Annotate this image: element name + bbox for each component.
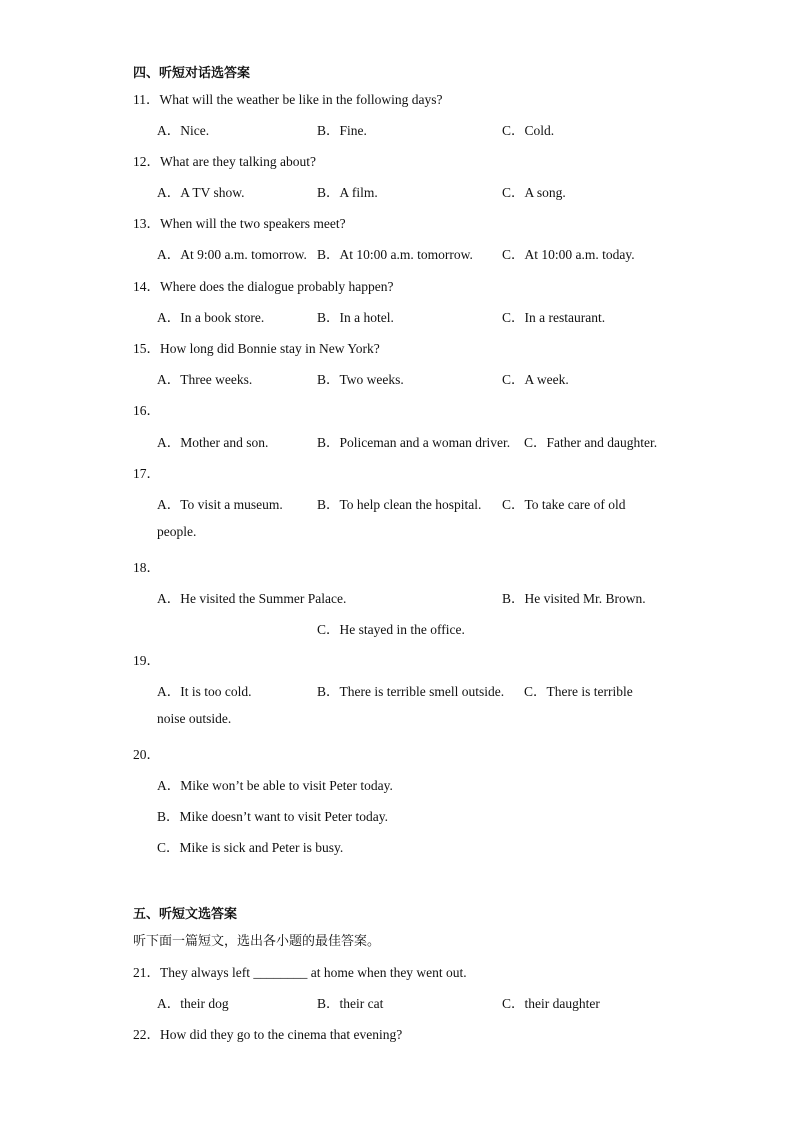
- question-11-option-b[interactable]: B．Fine.: [317, 123, 367, 138]
- question-19-option-c-continued: noise outside.: [157, 711, 232, 726]
- question-16-option-b[interactable]: B．Policeman and a woman driver.: [317, 435, 511, 450]
- question-17-option-b[interactable]: B．To help clean the hospital.: [317, 497, 482, 512]
- question-14-option-a[interactable]: A．In a book store.: [157, 310, 265, 325]
- question-13-option-a[interactable]: A．At 9:00 a.m. tomorrow.: [157, 247, 307, 262]
- question-15-option-c[interactable]: C．A week.: [502, 372, 569, 387]
- question-13-option-c[interactable]: C．At 10:00 a.m. today.: [502, 247, 635, 262]
- question-15-option-b[interactable]: B．Two weeks.: [317, 372, 404, 387]
- question-21-option-a[interactable]: A．their dog: [157, 996, 229, 1011]
- question-17-option-c-continued: people.: [157, 524, 197, 539]
- question-11-stem: 11．What will the weather be like in the following days?: [133, 92, 443, 107]
- question-18-option-b[interactable]: B．He visited Mr. Brown.: [502, 591, 646, 606]
- question-17-option-a[interactable]: A．To visit a museum.: [157, 497, 283, 512]
- question-20-option-b[interactable]: B．Mike doesn’t want to visit Peter today.: [157, 809, 388, 824]
- question-13-stem: 13．When will the two speakers meet?: [133, 216, 346, 231]
- question-16-option-a[interactable]: A．Mother and son.: [157, 435, 269, 450]
- question-19-option-b[interactable]: B．There is terrible smell outside.: [317, 684, 505, 699]
- question-15-stem: 15．How long did Bonnie stay in New York?: [133, 341, 380, 356]
- question-14-option-c[interactable]: C．In a restaurant.: [502, 310, 606, 325]
- question-17-option-c[interactable]: C．To take care of old: [502, 497, 626, 512]
- question-21-option-c[interactable]: C．their daughter: [502, 996, 600, 1011]
- question-11-option-c[interactable]: C．Cold.: [502, 123, 555, 138]
- question-18-option-a[interactable]: A．He visited the Summer Palace.: [157, 591, 347, 606]
- question-17-stem: 17．: [133, 466, 160, 481]
- question-19-option-a[interactable]: A．It is too cold.: [157, 684, 252, 699]
- question-11-option-a[interactable]: A．Nice.: [157, 123, 210, 138]
- section-4-title: 四、听短对话选答案: [133, 66, 251, 81]
- question-20-stem: 20．: [133, 747, 160, 762]
- question-16-option-c[interactable]: C．Father and daughter.: [524, 435, 658, 450]
- question-20-option-a[interactable]: A．Mike won’t be able to visit Peter today.: [157, 778, 393, 793]
- question-18-option-c[interactable]: C．He stayed in the office.: [317, 622, 465, 637]
- question-22-stem: 22．How did they go to the cinema that evening?: [133, 1027, 403, 1042]
- question-12-stem: 12．What are they talking about?: [133, 154, 316, 169]
- section-5-title: 五、听短文选答案: [133, 907, 238, 922]
- question-12-option-c[interactable]: C．A song.: [502, 185, 566, 200]
- section-5-intro: 听下面一篇短文，选出各小题的最佳答案。: [133, 934, 381, 949]
- question-16-stem: 16．: [133, 403, 160, 418]
- question-14-option-b[interactable]: B．In a hotel.: [317, 310, 394, 325]
- question-19-stem: 19．: [133, 653, 160, 668]
- question-20-option-c[interactable]: C．Mike is sick and Peter is busy.: [157, 840, 344, 855]
- question-21-stem: 21．They always left ________ at home when they went out.: [133, 965, 467, 980]
- question-12-option-a[interactable]: A．A TV show.: [157, 185, 245, 200]
- question-15-option-a[interactable]: A．Three weeks.: [157, 372, 253, 387]
- question-12-option-b[interactable]: B．A film.: [317, 185, 378, 200]
- question-14-stem: 14．Where does the dialogue probably happen?: [133, 279, 394, 294]
- question-18-stem: 18．: [133, 560, 160, 575]
- question-13-option-b[interactable]: B．At 10:00 a.m. tomorrow.: [317, 247, 473, 262]
- question-19-option-c[interactable]: C．There is terrible: [524, 684, 633, 699]
- question-21-option-b[interactable]: B．their cat: [317, 996, 384, 1011]
